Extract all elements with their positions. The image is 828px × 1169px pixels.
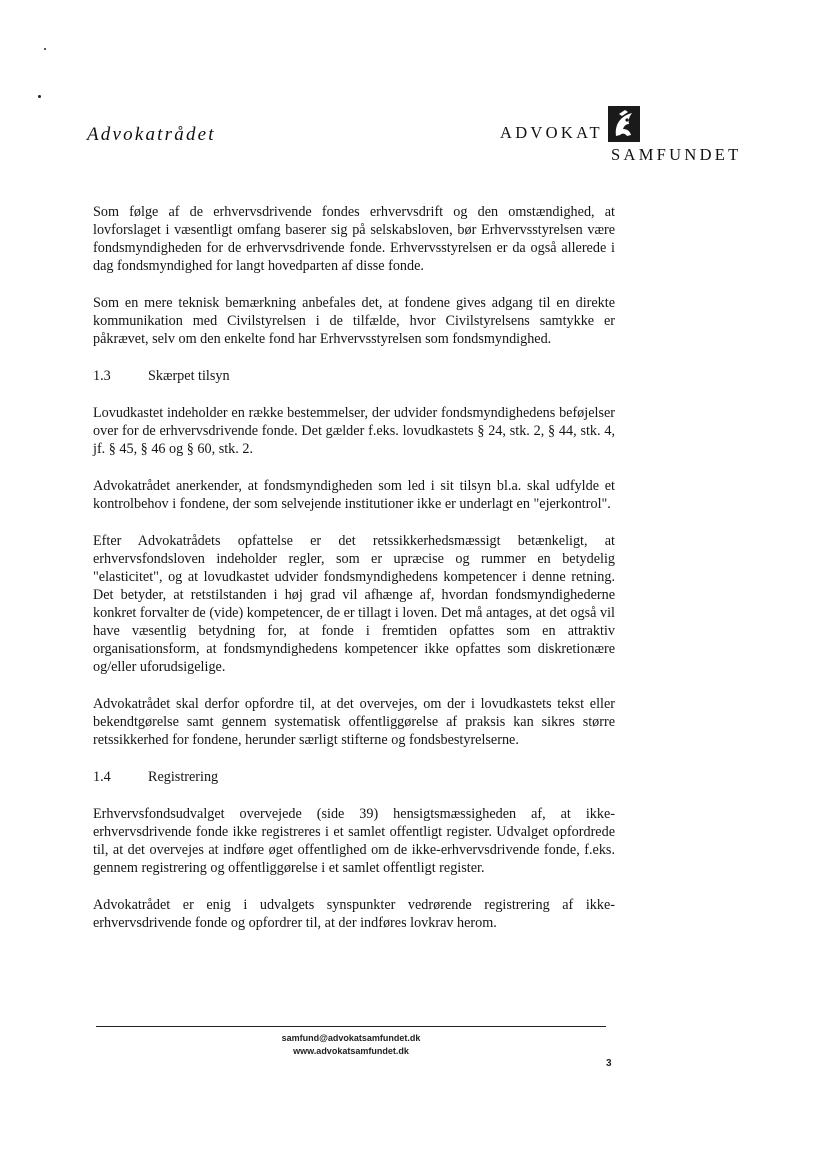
paragraph: Advokatrådet skal derfor opfordre til, at det overvejes, om der i lovudkastets tekst eller bekendtgørelse samt gennem systematisk offentliggørelse af praksis kan sikres større retssikkerhed for fondene, herunder særligt stifterne og fondsbestyrelserne.: [93, 696, 615, 748]
scan-speck: [44, 48, 46, 50]
scan-speck: [38, 95, 41, 98]
footer: [96, 1032, 606, 1058]
logo-emblem-icon: [607, 105, 641, 143]
paragraph: Advokatrådet anerkender, at fondsmyndigheden som led i sit tilsyn bl.a. skal udfylde et kontrolbehov i fondene, der som selvejende institutioner ikke er underlagt en "ejerkontrol".: [93, 478, 615, 512]
logo-word-advokat: ADVOKAT: [500, 123, 603, 142]
section-title: Registrering: [148, 769, 219, 785]
section-heading: [93, 768, 615, 786]
letter-body: [93, 203, 615, 951]
footer-email-link[interactable]: samfund@advokatsamfundet.dk: [281, 1033, 421, 1043]
section-number: 1.4: [93, 769, 111, 785]
section-title: Skærpet tilsyn: [148, 368, 230, 384]
footer-divider: [96, 1026, 606, 1027]
sender-name: Advokatrådet: [87, 124, 216, 145]
paragraph: Erhvervsfondsudvalget overvejede (side 39) hensigtsmæssigheden af, at ikke-erhvervsdrivende fonde ikke registreres i et samlet offentligt register. Udvalget opfordrede til, at det overvejes at indføre øget offentlighed om de ikke-erhvervsdrivende fonde, f.eks. gennem registrering og offentliggørelse i et samlet offentligt register.: [93, 806, 615, 876]
paragraph: Som følge af de erhvervsdrivende fondes erhvervsdrift og den omstændighed, at lovforslaget i væsentligt omfang baserer sig på selskabsloven, bør Erhvervsstyrelsen være fondsmyndigheden for de erhvervsdrivende fonde. Erhvervsstyrelsen er da også allerede i dag fondsmyndighed for langt hovedparten af disse fonde.: [93, 204, 615, 274]
section-heading: [93, 367, 615, 385]
paragraph: Som en mere teknisk bemærkning anbefales det, at fondene gives adgang til en direkte kommunikation med Civilstyrelsen i de tilfælde, hvor Civilstyrelsens samtykke er påkrævet, selv om den enkelte fond har Erhvervsstyrelsen som fondsmyndighed.: [93, 295, 615, 347]
page-number: 3: [606, 1058, 612, 1069]
paragraph: Efter Advokatrådets opfattelse er det retssikkerhedsmæssigt betænkeligt, at erhvervsfondsloven indeholder regler, som er upræcise og rummer en betydelig "elasticitet", og at lovudkastet udvider fondsmyndighedens kompetencer i denne retning. Det betyder, at retstilstanden i høj grad vil afhænge af, hvordan fondsmyndighederne konkret forvalter de (vide) kompetencer, de er tillagt i loven. Det må antages, at det også vil have væsentlig betydning for, at fonde i fremtiden opfattes som en attraktiv organisationsform, at fondsmyndighedens kompetencer ikke opfattes som diskretionære og/eller uforudsigelige.: [93, 533, 615, 675]
paragraph: Lovudkastet indeholder en række bestemmelser, der udvider fondsmyndighedens beføjelser over for de erhvervsdrivende fonde. Det gælder f.eks. lovudkastets § 24, stk. 2, § 44, stk. 4, jf. § 45, § 46 og § 60, stk. 2.: [93, 405, 615, 457]
section-number: 1.3: [93, 368, 111, 384]
advokatsamfundet-logo: [498, 103, 758, 169]
footer-website-link[interactable]: www.advokatsamfundet.dk: [293, 1046, 409, 1056]
logo-word-samfundet: SAMFUNDET: [611, 145, 742, 164]
paragraph: Advokatrådet er enig i udvalgets synspunkter vedrørende registrering af ikke-erhvervsdrivende fonde og opfordrer til, at der indføres lovkrav herom.: [93, 897, 615, 931]
